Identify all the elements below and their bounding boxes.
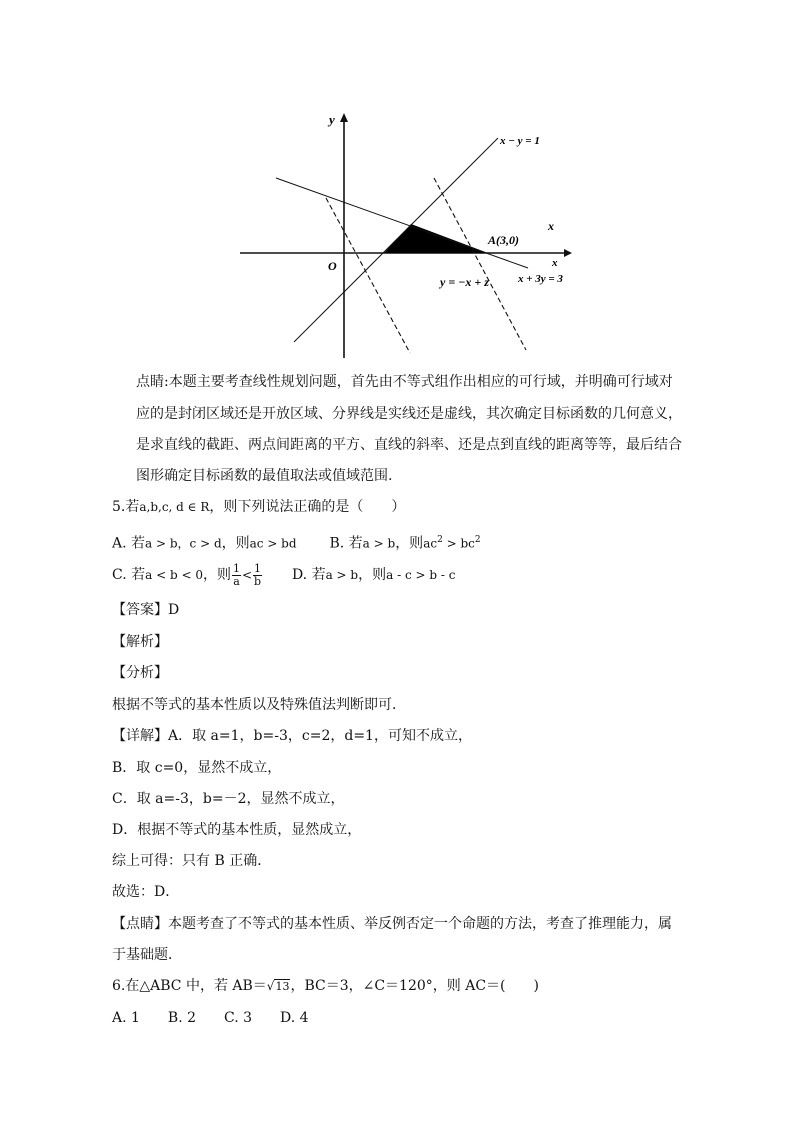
- q5-fenxi: 【分析】: [112, 665, 168, 681]
- q5-detail-4: D．根据不等式的基本性质，显然成立，: [112, 822, 362, 838]
- x-axis-label: x: [552, 257, 558, 269]
- y-axis-label: y: [329, 112, 335, 127]
- objective-line-2: [434, 178, 526, 350]
- q5-summary: 综上可得：只有 B 正确．: [112, 853, 272, 869]
- q5-fenxi-text: 根据不等式的基本性质以及特殊值法判断即可．: [112, 697, 406, 713]
- linear-programming-figure: [236, 108, 586, 363]
- line3-label: y = −x + z: [440, 275, 489, 289]
- q5-b-cond: a > b: [362, 536, 396, 551]
- q5-detail-3: C．取 a=-3，b=－2，显然不成立，: [112, 791, 345, 807]
- sqrt-sign: √: [266, 979, 275, 993]
- q5-c-num2: 1: [254, 561, 262, 575]
- q5-dianjing-1: 【点睛】本题考查了不等式的基本性质、举反例否定一个命题的方法，考查了推理能力，属: [112, 916, 672, 932]
- x-label-top: x: [548, 219, 554, 233]
- comment-line-3: 是求直线的截距、两点间距离的平方、直线的斜率、还是点到直线的距离等等，最后结合: [136, 437, 682, 453]
- q5-jiexi: 【解析】: [112, 634, 168, 650]
- line2-label: x + 3y = 3: [518, 273, 563, 285]
- point-a-label: A(3,0): [488, 233, 519, 247]
- q5-d-then: ，则: [358, 567, 387, 583]
- q5-dianjing-2: 于基础题．: [112, 947, 182, 963]
- q6-options: A. 1 B. 2 C. 3 D. 4: [112, 1010, 309, 1026]
- q5-d-res: a - c > b - c: [386, 568, 456, 582]
- q5-c-lt: <: [241, 568, 253, 582]
- comment-line-1: 点睛:本题主要考查线性规划问题，首先由不等式组作出相应的可行域，并明确可行域对: [136, 374, 673, 390]
- q5-b-label: B. 若: [329, 535, 363, 552]
- q5-c-cond: a < b < 0: [145, 568, 203, 582]
- line-x-minus-y: [294, 138, 498, 342]
- q5-c-frac2: [253, 563, 262, 588]
- q6-sqrt-val: 13: [275, 980, 290, 993]
- q5-c-then: ，则: [202, 567, 231, 583]
- q5-stem-a: 5.若: [112, 499, 140, 515]
- q5-b-sup2: 2: [474, 535, 481, 545]
- q5-stem: [112, 497, 405, 517]
- q5-c-label: C. 若: [112, 567, 146, 583]
- q5-options-ab: [112, 530, 481, 554]
- q5-detail-1: 【详解】A．取 a=1，b=-3，c=2，d=1，可知不成立，: [112, 728, 472, 744]
- x-axis-arrow: [564, 249, 572, 257]
- q5-b-sup1: 2: [437, 535, 443, 545]
- q5-stem-b: ，则下列说法正确的是（ ）: [209, 499, 406, 515]
- comment-line-4: 图形确定目标函数的最值取法或值域范围.: [136, 468, 393, 484]
- q5-b-res1: ac: [423, 536, 438, 551]
- origin-label: O: [328, 259, 337, 273]
- q5-options-cd: [112, 560, 455, 590]
- q5-a-then: ，则: [221, 535, 250, 552]
- q6-stem: [112, 976, 539, 997]
- q5-choose: 故选：D．: [112, 884, 180, 900]
- q5-c-num1: 1: [232, 561, 240, 575]
- q5-b-then: ，则: [395, 535, 424, 552]
- q5-a-cond: a > b，c > d: [145, 536, 222, 551]
- comment-line-2: 应的是封闭区域还是开放区域、分界线是实线还是虚线，其次确定目标函数的几何意义，: [136, 406, 682, 422]
- q6-stem-b: ，BC＝3，∠C＝120°，则 AC＝( ): [290, 978, 539, 994]
- q5-c-den1: a: [233, 574, 240, 588]
- q5-stem-vars: a,b,c, d ∈ R: [139, 500, 210, 514]
- line-x-plus-3y: [276, 178, 528, 268]
- q5-a-res: ac > bd: [249, 536, 297, 551]
- q6-stem-a: 6.在△ABC 中，若 AB＝: [112, 978, 267, 994]
- q5-a-label: A. 若: [112, 535, 146, 552]
- q5-d-cond: a > b: [325, 568, 359, 582]
- q5-d-label: D. 若: [291, 567, 326, 583]
- q5-c-den2: b: [254, 574, 262, 588]
- line1-label: x − y = 1: [500, 135, 540, 147]
- q5-b-res2: > bc: [442, 536, 475, 551]
- q5-answer: 【答案】D: [112, 602, 180, 618]
- q5-c-frac1: [232, 563, 241, 588]
- y-axis-arrow: [340, 113, 348, 122]
- q5-detail-2: B．取 c=0，显然不成立，: [112, 760, 282, 776]
